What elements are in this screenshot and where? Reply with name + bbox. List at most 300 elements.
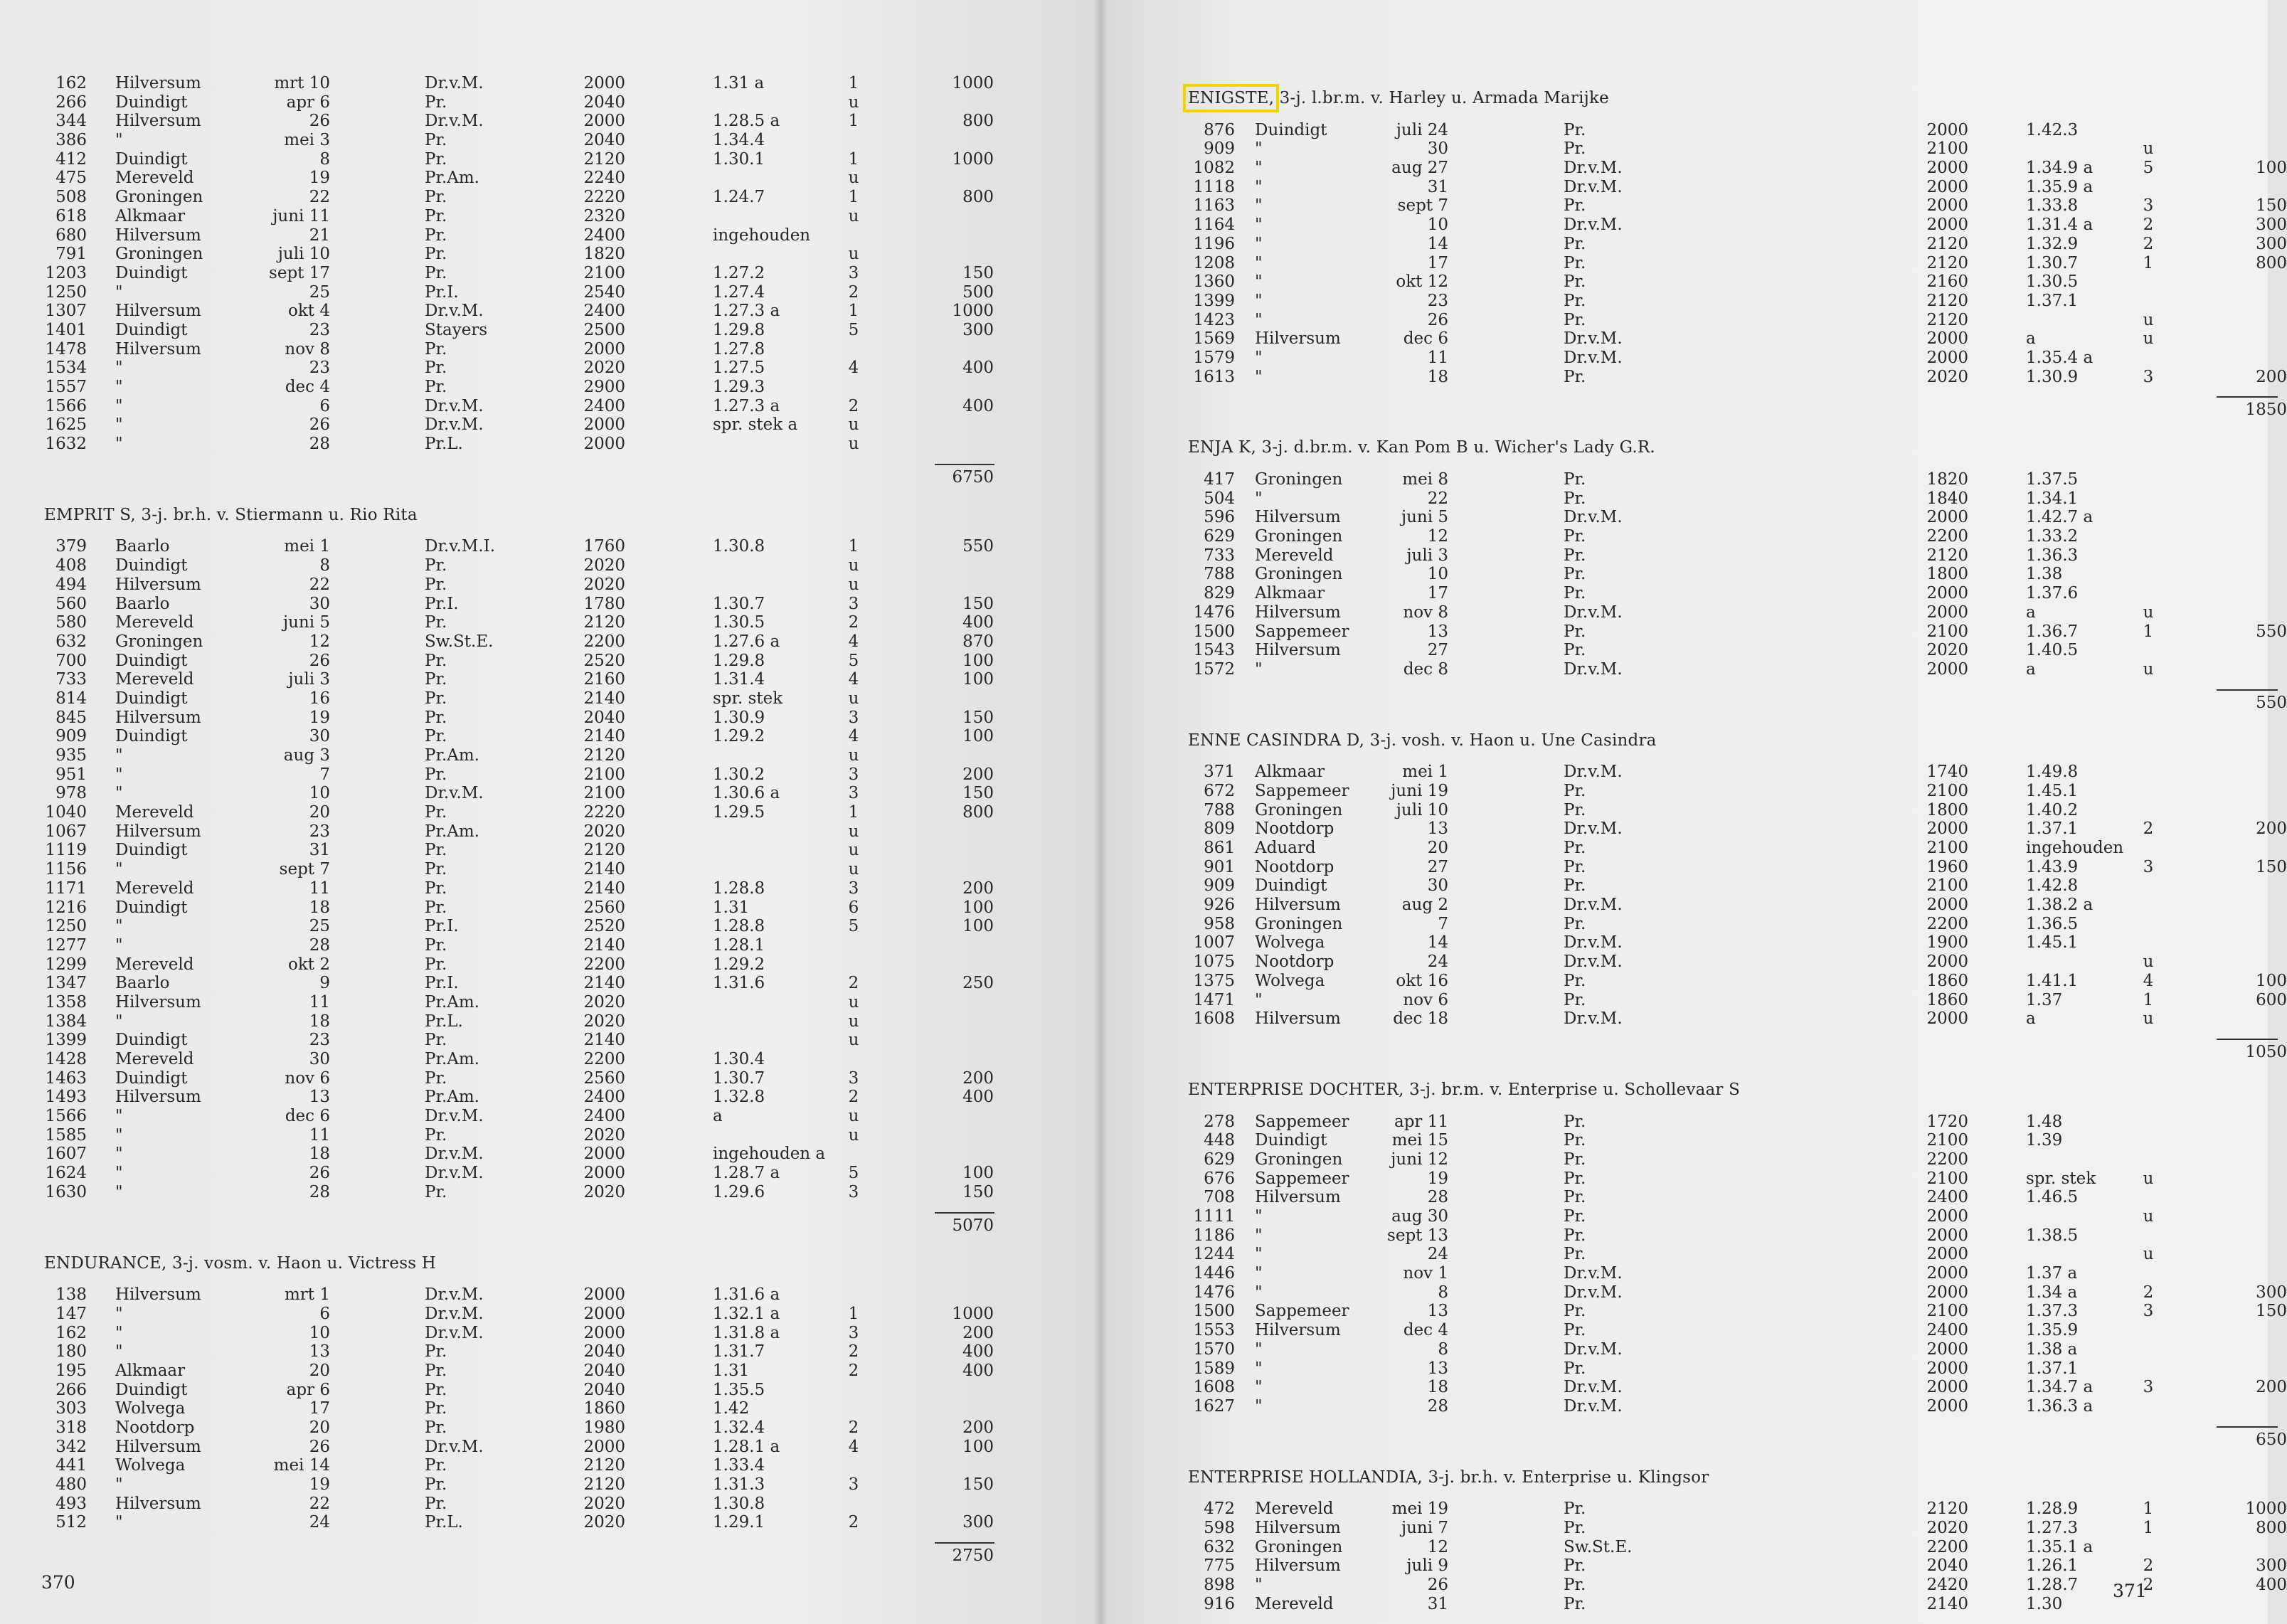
race-type: Pr. (425, 651, 447, 670)
race-date: 20 (309, 1361, 330, 1380)
distance: 2140 (1926, 1594, 1968, 1613)
race-type: Dr.v.M. (425, 302, 484, 321)
distance: 2000 (1926, 216, 1968, 235)
race-record-row (1188, 1538, 2181, 1557)
distance: 2200 (1926, 1150, 1968, 1169)
distance: 2020 (1926, 1518, 1968, 1537)
race-record-row (44, 435, 1004, 454)
race-date: 11 (309, 992, 330, 1012)
venue: Alkmaar (115, 1361, 186, 1380)
race-number: 1613 (1193, 367, 1235, 386)
race-number: 508 (55, 188, 87, 207)
distance: 1720 (1926, 1112, 1968, 1131)
race-type: Dr.v.M. (425, 1323, 484, 1342)
venue: Duindigt (115, 841, 188, 860)
race-type: Pr. (1564, 990, 1586, 1009)
race-date: 23 (1427, 291, 1448, 310)
distance: 2000 (1926, 659, 1968, 679)
distance: 2420 (1926, 1576, 1968, 1594)
race-date: 23 (309, 359, 330, 378)
sum-rule (935, 464, 994, 465)
km-time: 1.37.3 (2026, 1302, 2079, 1321)
race-number: 951 (55, 765, 87, 784)
race-date: 31 (1427, 1594, 1448, 1613)
horse-heading (44, 506, 1004, 525)
venue: " (1255, 253, 1263, 272)
race-record-row (1188, 470, 2181, 489)
race-number: 472 (1204, 1500, 1235, 1519)
race-type: Pr. (425, 1361, 447, 1380)
venue: Hilversum (115, 1494, 201, 1513)
distance: 2000 (583, 435, 625, 454)
prize-money: 100 (962, 1164, 994, 1183)
prize-money: 400 (962, 396, 994, 415)
distance: 2000 (1926, 1226, 1968, 1245)
earnings-total (1188, 1029, 2287, 1061)
distance: 2120 (1926, 253, 1968, 272)
race-number: 475 (55, 169, 87, 188)
distance: 1840 (1926, 489, 1968, 508)
km-time: 1.31.6 a (713, 1285, 780, 1305)
race-record-row (44, 708, 1004, 728)
race-record-row (1188, 1113, 2181, 1132)
distance: 2400 (583, 1107, 625, 1126)
race-number: 1399 (1193, 291, 1235, 310)
race-record-row (1188, 876, 2181, 896)
race-number: 672 (1204, 781, 1235, 800)
race-number: 408 (55, 556, 87, 575)
race-date: juli 10 (1396, 800, 1448, 819)
venue: " (1255, 1226, 1263, 1245)
race-number: 1627 (1193, 1396, 1235, 1416)
race-record-row (44, 936, 1004, 955)
km-time: 1.36.5 (2026, 914, 2079, 933)
km-time: 1.38.5 (2026, 1226, 2079, 1245)
race-number: 303 (55, 1399, 87, 1418)
race-type: Pr. (425, 1031, 447, 1050)
race-type: Pr. (425, 860, 447, 879)
distance: 2020 (583, 359, 625, 378)
placing: u (848, 556, 859, 575)
km-time: 1.31.3 (713, 1475, 765, 1495)
race-date: dec 6 (285, 1107, 330, 1126)
race-date: okt 12 (1396, 272, 1448, 292)
race-type: Dr.v.M. (1564, 1339, 1623, 1359)
distance: 2000 (583, 1145, 625, 1164)
distance: 2100 (583, 784, 625, 803)
distance: 2100 (583, 263, 625, 282)
km-time: 1.37 (2026, 990, 2063, 1009)
race-date: 16 (309, 689, 330, 708)
venue: " (115, 1164, 123, 1183)
race-date: 22 (309, 188, 330, 207)
race-record-row (1188, 349, 2181, 368)
race-type: Pr. (425, 131, 447, 150)
race-type: Pr. (1564, 584, 1586, 603)
placing: 4 (848, 670, 859, 689)
race-number: 898 (1204, 1576, 1235, 1594)
km-time: 1.42.3 (2026, 120, 2079, 139)
race-number: 1534 (45, 359, 87, 378)
race-record-row (44, 1475, 1004, 1495)
race-type: Pr. (1564, 641, 1586, 660)
race-date: 7 (1438, 914, 1448, 933)
venue: Hilversum (115, 575, 201, 594)
km-time: 1.31 (713, 898, 750, 917)
venue: Duindigt (1255, 876, 1327, 896)
race-number: 138 (55, 1285, 87, 1305)
placing: 2 (2143, 1576, 2154, 1594)
prize-money: 400 (962, 1361, 994, 1380)
race-date: 6 (319, 396, 330, 415)
placing: u (848, 860, 859, 879)
horse-description: ENJA K, 3-j. d.br.m. v. Kan Pom B u. Wicher's Lady G.R. (1188, 438, 1655, 457)
venue: Mereveld (115, 879, 194, 898)
placing: u (848, 689, 859, 708)
distance: 2000 (1926, 1396, 1968, 1416)
race-record-row (1188, 1226, 2181, 1246)
race-date: 17 (1427, 253, 1448, 272)
venue: Groningen (115, 188, 203, 207)
race-type: Dr.v.M. (1564, 216, 1623, 235)
race-type: Pr. (425, 1125, 447, 1145)
race-record-row (1188, 1595, 2181, 1614)
race-date: 20 (1427, 839, 1448, 857)
distance: 2500 (583, 320, 625, 339)
venue: Groningen (1255, 565, 1343, 584)
race-number: 1476 (1193, 1283, 1235, 1302)
race-record-row (44, 207, 1004, 226)
race-number: 1208 (1193, 253, 1235, 272)
km-time: 1.30.8 (713, 1494, 765, 1513)
prize-money: 400 (962, 613, 994, 632)
race-date: 23 (309, 1031, 330, 1050)
venue: Groningen (1255, 470, 1343, 489)
race-number: 1572 (1193, 659, 1235, 679)
distance: 2220 (583, 803, 625, 822)
race-date: 7 (319, 765, 330, 784)
venue: Sappemeer (1255, 1302, 1349, 1321)
race-number: 1630 (45, 1182, 87, 1201)
km-time: 1.36.3 (2026, 546, 2079, 565)
race-date: 31 (309, 841, 330, 860)
placing: 3 (848, 879, 859, 898)
race-number: 1186 (1193, 1226, 1235, 1245)
venue: Hilversum (1255, 1518, 1341, 1537)
race-number: 708 (1204, 1188, 1235, 1207)
race-type: Dr.v.M. (1564, 933, 1623, 952)
placing: 3 (2143, 367, 2154, 386)
venue: " (115, 1012, 123, 1031)
race-date: 14 (1427, 234, 1448, 253)
race-record-row (1188, 1556, 2287, 1576)
race-number: 1171 (45, 879, 87, 898)
venue: Groningen (1255, 1537, 1343, 1556)
venue: Nootdorp (115, 1418, 195, 1437)
km-time: 1.40.5 (2026, 641, 2079, 660)
distance: 2400 (583, 225, 625, 245)
placing: 3 (848, 1068, 859, 1088)
prize-money: 500 (962, 282, 994, 302)
placing: 2 (848, 1513, 859, 1532)
race-type: Pr. (1564, 971, 1586, 990)
km-time: 1.38.2 a (2026, 896, 2094, 915)
placing: 6 (848, 898, 859, 917)
race-number: 1250 (45, 282, 87, 302)
venue: Mereveld (1255, 1594, 1334, 1613)
placing: 4 (848, 359, 859, 378)
distance: 2040 (583, 708, 625, 727)
distance: 2400 (583, 1088, 625, 1107)
placing: 1 (848, 188, 859, 207)
venue: Wolvega (115, 1399, 186, 1418)
race-type: Pr. (1564, 1226, 1586, 1245)
race-type: Pr. (1564, 876, 1586, 896)
race-record-row (1188, 546, 2181, 566)
race-record-row (44, 1399, 1004, 1418)
distance: 1980 (583, 1418, 625, 1437)
venue: Duindigt (115, 1380, 188, 1399)
race-number: 1476 (1193, 603, 1235, 622)
venue: " (115, 1475, 123, 1495)
race-date: 17 (1427, 584, 1448, 603)
prize-money: 100 (2256, 159, 2287, 178)
race-type: Dr.v.M. (425, 1437, 484, 1456)
venue: " (1255, 367, 1263, 386)
prize-money: 870 (962, 632, 994, 651)
venue: " (1255, 1264, 1263, 1283)
distance: 2100 (1926, 622, 1968, 641)
prize-money: 200 (2256, 1378, 2287, 1397)
race-number: 512 (55, 1513, 87, 1532)
race-number: 901 (1204, 857, 1235, 876)
distance: 2000 (1926, 1339, 1968, 1359)
race-number: 1244 (1193, 1245, 1235, 1264)
race-date: aug 2 (1401, 896, 1448, 915)
race-number: 788 (1204, 565, 1235, 584)
prize-money: 100 (962, 727, 994, 746)
venue: Duindigt (115, 651, 188, 670)
race-date: 19 (309, 1475, 330, 1495)
race-record-row (44, 359, 1004, 378)
distance: 1860 (583, 1399, 625, 1418)
race-number: 909 (55, 727, 87, 746)
prize-money: 300 (2256, 234, 2287, 253)
placing: 3 (2143, 857, 2154, 876)
race-type: Pr. (1564, 1500, 1586, 1519)
prize-money: 100 (2256, 971, 2287, 990)
race-number: 1589 (1193, 1359, 1235, 1378)
km-time: 1.27.8 (713, 339, 765, 359)
race-record-row (1188, 272, 2181, 292)
race-type: Pr.Am. (425, 169, 479, 188)
race-date: 26 (1427, 310, 1448, 329)
horse-heading (1188, 731, 2181, 750)
race-type: Pr. (425, 879, 447, 898)
race-number: 926 (1204, 896, 1235, 915)
venue: Nootdorp (1255, 857, 1334, 876)
race-number: 1007 (1193, 933, 1235, 952)
race-number: 1557 (45, 378, 87, 396)
km-time: 1.33.2 (2026, 527, 2079, 546)
race-date: dec 4 (285, 378, 330, 396)
race-date: 28 (1427, 1188, 1448, 1207)
distance: 2140 (583, 974, 625, 993)
distance: 2100 (1926, 1169, 1968, 1188)
race-date: nov 6 (285, 1068, 330, 1088)
race-record-row (1188, 933, 2181, 952)
race-type: Dr.v.M. (425, 112, 484, 131)
race-record-row (44, 1126, 1004, 1145)
venue: " (115, 784, 123, 803)
distance: 2020 (1926, 641, 1968, 660)
km-time: 1.32.9 (2026, 234, 2079, 253)
prize-money: 150 (962, 708, 994, 727)
race-number: 958 (1204, 914, 1235, 933)
venue: Mereveld (115, 613, 194, 632)
race-number: 1384 (45, 1012, 87, 1031)
race-number: 1196 (1193, 234, 1235, 253)
race-type: Dr.v.M. (425, 415, 484, 435)
placing: 4 (848, 727, 859, 746)
race-number: 1156 (45, 860, 87, 879)
race-record-row (44, 415, 1004, 435)
distance: 2000 (1926, 1359, 1968, 1378)
race-record-row (44, 264, 1004, 283)
race-type: Pr. (1564, 1594, 1586, 1613)
venue: Duindigt (115, 556, 188, 575)
km-time: 1.36.3 a (2026, 1396, 2094, 1416)
venue: Hilversum (115, 1088, 201, 1107)
venue: " (1255, 159, 1263, 178)
venue: Duindigt (115, 263, 188, 282)
distance: 2000 (583, 1323, 625, 1342)
race-date: 30 (1427, 876, 1448, 896)
distance: 2000 (1926, 508, 1968, 527)
distance: 2100 (1926, 781, 1968, 800)
prize-money: 550 (2256, 622, 2287, 641)
race-type: Pr.I. (425, 974, 459, 993)
placing: 3 (848, 1475, 859, 1495)
horse-description: ENTERPRISE DOCHTER, 3-j. br.m. v. Enterprise u. Schollevaar S (1188, 1080, 1741, 1099)
venue: Hilversum (1255, 1321, 1341, 1340)
race-number: 1607 (45, 1145, 87, 1164)
distance: 2320 (583, 206, 625, 225)
venue: Duindigt (1255, 120, 1327, 139)
venue: " (115, 396, 123, 415)
race-number: 494 (55, 575, 87, 594)
km-time: 1.30.4 (713, 1050, 765, 1068)
race-record-row (1188, 1009, 2181, 1029)
km-time: 1.28.9 (2026, 1500, 2079, 1519)
km-time: 1.28.5 a (713, 112, 780, 131)
race-date: juli 3 (288, 670, 330, 689)
distance: 2000 (583, 1304, 625, 1323)
km-time: 1.45.1 (2026, 933, 2079, 952)
race-type: Pr. (1564, 234, 1586, 253)
prize-money: 300 (2256, 1283, 2287, 1302)
race-record-row (1188, 367, 2287, 387)
race-date: aug 3 (283, 746, 330, 765)
venue: Mereveld (1255, 546, 1334, 565)
race-type: Stayers (425, 320, 488, 339)
race-date: 10 (1427, 565, 1448, 584)
venue: Groningen (1255, 1150, 1343, 1169)
km-time: 1.28.1 a (713, 1437, 780, 1456)
race-type: Pr. (425, 206, 447, 225)
distance: 2020 (583, 992, 625, 1012)
race-record-row (44, 397, 1004, 416)
distance: 2120 (583, 746, 625, 765)
page-number: 370 (41, 1572, 75, 1593)
distance: 2200 (583, 632, 625, 651)
race-date: 28 (1427, 1396, 1448, 1416)
race-number: 1163 (1193, 196, 1235, 216)
race-date: dec 6 (1403, 329, 1448, 349)
km-time: 1.30.8 (713, 537, 765, 556)
race-number: 412 (55, 149, 87, 169)
venue: Wolvega (115, 1456, 186, 1475)
venue: " (1255, 489, 1263, 508)
race-type: Pr. (1564, 470, 1586, 489)
race-number: 1216 (45, 898, 87, 917)
total-prize-money: 6750 (952, 467, 994, 487)
race-date: 28 (309, 935, 330, 955)
venue: Hilversum (115, 74, 201, 92)
race-number: 266 (55, 1380, 87, 1399)
race-record-row (1188, 1378, 2287, 1397)
race-type: Dr.v.M. (425, 1164, 484, 1183)
prize-money: 150 (2256, 857, 2287, 876)
race-date: 28 (309, 435, 330, 454)
prize-money: 150 (962, 1182, 994, 1201)
distance: 2200 (583, 1050, 625, 1068)
race-record-row (1188, 1150, 2181, 1169)
race-type: Pr.Am. (425, 992, 479, 1012)
placing: u (2143, 603, 2154, 622)
race-date: 26 (309, 1437, 330, 1456)
race-number: 629 (1204, 527, 1235, 546)
race-type: Pr. (1564, 367, 1586, 386)
placing: u (2143, 952, 2154, 972)
distance: 2020 (1926, 367, 1968, 386)
race-date: mrt 1 (285, 1285, 330, 1305)
race-date: 22 (309, 575, 330, 594)
race-number: 909 (1204, 139, 1235, 159)
distance: 1780 (583, 594, 625, 613)
race-number: 318 (55, 1418, 87, 1437)
prize-money: 1000 (952, 302, 994, 321)
race-type: Dr.v.M. (425, 1304, 484, 1323)
distance: 2000 (1926, 952, 1968, 972)
venue: " (115, 1342, 123, 1362)
km-time: 1.34.7 a (2026, 1378, 2094, 1397)
race-number: 733 (1204, 546, 1235, 565)
race-date: 19 (309, 169, 330, 188)
race-type: Pr. (425, 225, 447, 245)
race-number: 1111 (1193, 1207, 1235, 1226)
placing: 1 (2143, 622, 2154, 641)
placing: 5 (848, 917, 859, 936)
venue: " (115, 746, 123, 765)
prize-money: 100 (962, 917, 994, 936)
distance: 2100 (583, 765, 625, 784)
race-record-row (1188, 641, 2181, 660)
race-number: 417 (1204, 470, 1235, 489)
race-record-row (44, 974, 1004, 993)
km-time: 1.35.5 (713, 1380, 765, 1399)
race-number: 278 (1204, 1112, 1235, 1131)
